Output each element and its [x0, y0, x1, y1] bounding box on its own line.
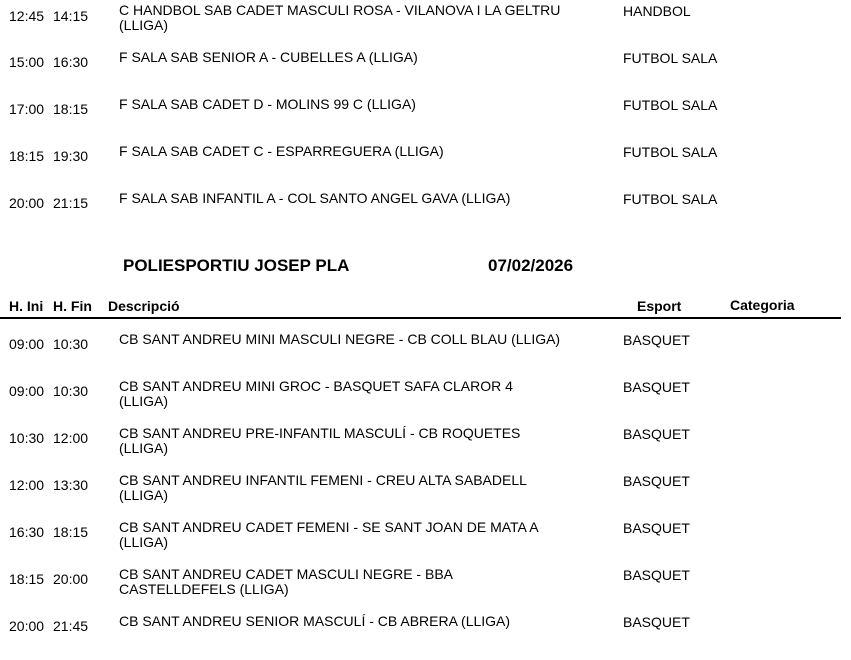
sport: FUTBOL SALA: [623, 144, 718, 160]
header-divider: [0, 317, 841, 319]
start-time: 16:30: [9, 524, 45, 540]
start-time: 20:00: [9, 618, 45, 634]
end-time: 10:30: [53, 336, 89, 352]
sport: BASQUET: [623, 614, 690, 630]
schedule-date: 07/02/2026: [488, 256, 574, 275]
end-time: 16:30: [53, 54, 89, 70]
end-time: 13:30: [53, 477, 89, 493]
end-time: 12:00: [53, 430, 89, 446]
schedule-row: [0, 97, 851, 141]
schedule-row: [0, 379, 851, 423]
end-time: 20:00: [53, 571, 89, 587]
schedule-row: [0, 614, 851, 658]
schedule-row: [0, 567, 851, 611]
header-sport: Esport: [637, 298, 682, 314]
start-time: 18:15: [9, 571, 45, 587]
schedule-row: [0, 3, 851, 47]
end-time: 18:15: [53, 524, 89, 540]
header-start-time: H. Ini: [9, 298, 44, 314]
description: CB SANT ANDREU CADET MASCULI NEGRE - BBA CASTELLDEFELS (LLIGA): [119, 566, 453, 597]
end-time: 14:15: [53, 8, 89, 24]
start-time: 09:00: [9, 383, 45, 399]
sport: FUTBOL SALA: [623, 50, 718, 66]
description: F SALA SAB CADET D - MOLINS 99 C (LLIGA): [119, 96, 416, 112]
description: CB SANT ANDREU MINI MASCULI NEGRE - CB COLL BLAU (LLIGA): [119, 331, 561, 347]
header-category: Categoria: [730, 297, 795, 313]
end-time: 21:45: [53, 618, 89, 634]
description: C HANDBOL SAB CADET MASCULI ROSA - VILANOVA I LA GELTRU (LLIGA): [119, 2, 561, 33]
sport: BASQUET: [623, 426, 690, 442]
sport: BASQUET: [623, 567, 690, 583]
description: F SALA SAB CADET C - ESPARREGUERA (LLIGA): [119, 143, 444, 159]
header-end-time: H. Fin: [53, 298, 92, 314]
start-time: 09:00: [9, 336, 45, 352]
sport: FUTBOL SALA: [623, 191, 718, 207]
end-time: 21:15: [53, 195, 89, 211]
description: CB SANT ANDREU INFANTIL FEMENI - CREU ALTA SABADELL (LLIGA): [119, 472, 527, 503]
sport: BASQUET: [623, 332, 690, 348]
description: CB SANT ANDREU PRE-INFANTIL MASCULÍ - CB ROQUETES (LLIGA): [119, 425, 521, 456]
schedule-row: [0, 426, 851, 470]
description: F SALA SAB SENIOR A - CUBELLES A (LLIGA): [119, 49, 418, 65]
header-description: Descripció: [108, 298, 180, 314]
sport: BASQUET: [623, 520, 690, 536]
description: F SALA SAB INFANTIL A - COL SANTO ANGEL GAVA (LLIGA): [119, 190, 511, 206]
start-time: 12:00: [9, 477, 45, 493]
end-time: 18:15: [53, 101, 89, 117]
start-time: 15:00: [9, 54, 45, 70]
description: CB SANT ANDREU SENIOR MASCULÍ - CB ABRERA (LLIGA): [119, 613, 511, 629]
schedule-row: [0, 144, 851, 188]
start-time: 12:45: [9, 8, 45, 24]
sport: BASQUET: [623, 379, 690, 395]
start-time: 20:00: [9, 195, 45, 211]
description: CB SANT ANDREU CADET FEMENI - SE SANT JOAN DE MATA A (LLIGA): [119, 519, 538, 550]
start-time: 17:00: [9, 101, 45, 117]
sport: FUTBOL SALA: [623, 97, 718, 113]
description: CB SANT ANDREU MINI GROC - BASQUET SAFA CLAROR 4 (LLIGA): [119, 378, 513, 409]
schedule-row: [0, 332, 851, 376]
end-time: 19:30: [53, 148, 89, 164]
sport: HANDBOL: [623, 3, 691, 19]
schedule-row: [0, 191, 851, 235]
end-time: 10:30: [53, 383, 89, 399]
schedule-row: [0, 520, 851, 564]
start-time: 10:30: [9, 430, 45, 446]
start-time: 18:15: [9, 148, 45, 164]
schedule-row: [0, 473, 851, 517]
schedule-row: [0, 50, 851, 94]
facility-title: POLIESPORTIU JOSEP PLA: [123, 256, 350, 275]
sport: BASQUET: [623, 473, 690, 489]
